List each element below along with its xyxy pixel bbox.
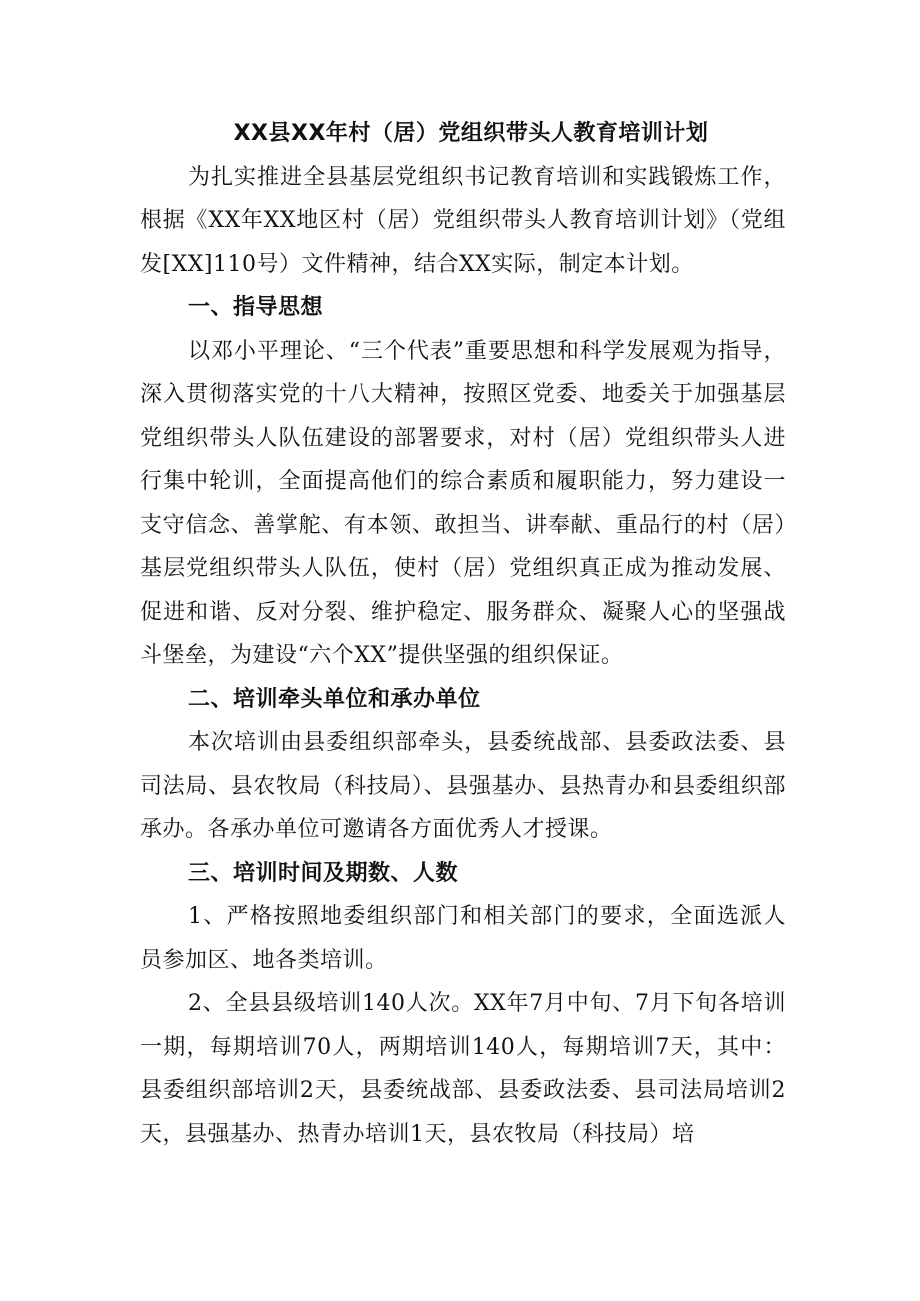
document-body (140, 112, 786, 1156)
section-heading-schedule: 三、培训时间及期数、人数 (188, 860, 459, 886)
section-paragraph: 以邓小平理论、“三个代表”重要思想和科学发展观为指导，深入贯彻落实党的十八大精神，按照区党委、地委关于加强基层党组织带头人队伍建设的部署要求，对村（居）党组织带头人进行集中轮训，全面提高他们的综合素质和履职能力，努力建设一支守信念、善掌舵、有本领、敢担当、讲奉献、重品行的村（居）基层党组织带头人队伍，使村（居）党组织真正成为推动发展、促进和谐、反对分裂、维护稳定、服务群众、凝聚人心的坚强战斗堡垒，为建设“六个XX”提供坚强的组织保证。 (140, 338, 786, 668)
section-paragraph: 1、严格按照地委组织部门和相关部门的要求，全面选派人员参加区、地各类培训。 (140, 904, 786, 973)
section-paragraph: 2、全县县级培训140人次。XX年7月中旬、7月下旬各培训一期，每期培训70人，两期培训140人，每期培训7天，其中：县委组织部培训2天，县委统战部、县委政法委、县司法局培训2天，县强基办、热青办培训1天，县农牧局（科技局）培 (140, 991, 786, 1147)
section-heading-organizers: 二、培训牵头单位和承办单位 (188, 686, 481, 712)
section-heading-guiding-ideology: 一、指导思想 (188, 295, 324, 320)
document-title: XX县XX年村（居）党组织带头人教育培训计划 (233, 121, 709, 146)
section-paragraph: 本次培训由县委组织部牵头，县委统战部、县委政法委、县司法局、县农牧局（科技局）、县强基办、县热青办和县委组织部承办。各承办单位可邀请各方面优秀人才授课。 (140, 730, 786, 842)
intro-paragraph: 为扎实推进全县基层党组织书记教育培训和实践锻炼工作，根据《XX年XX地区村（居）党组织带头人教育培训计划》（党组发[XX]110号）文件精神，结合XX实际，制定本计划。 (140, 164, 786, 277)
